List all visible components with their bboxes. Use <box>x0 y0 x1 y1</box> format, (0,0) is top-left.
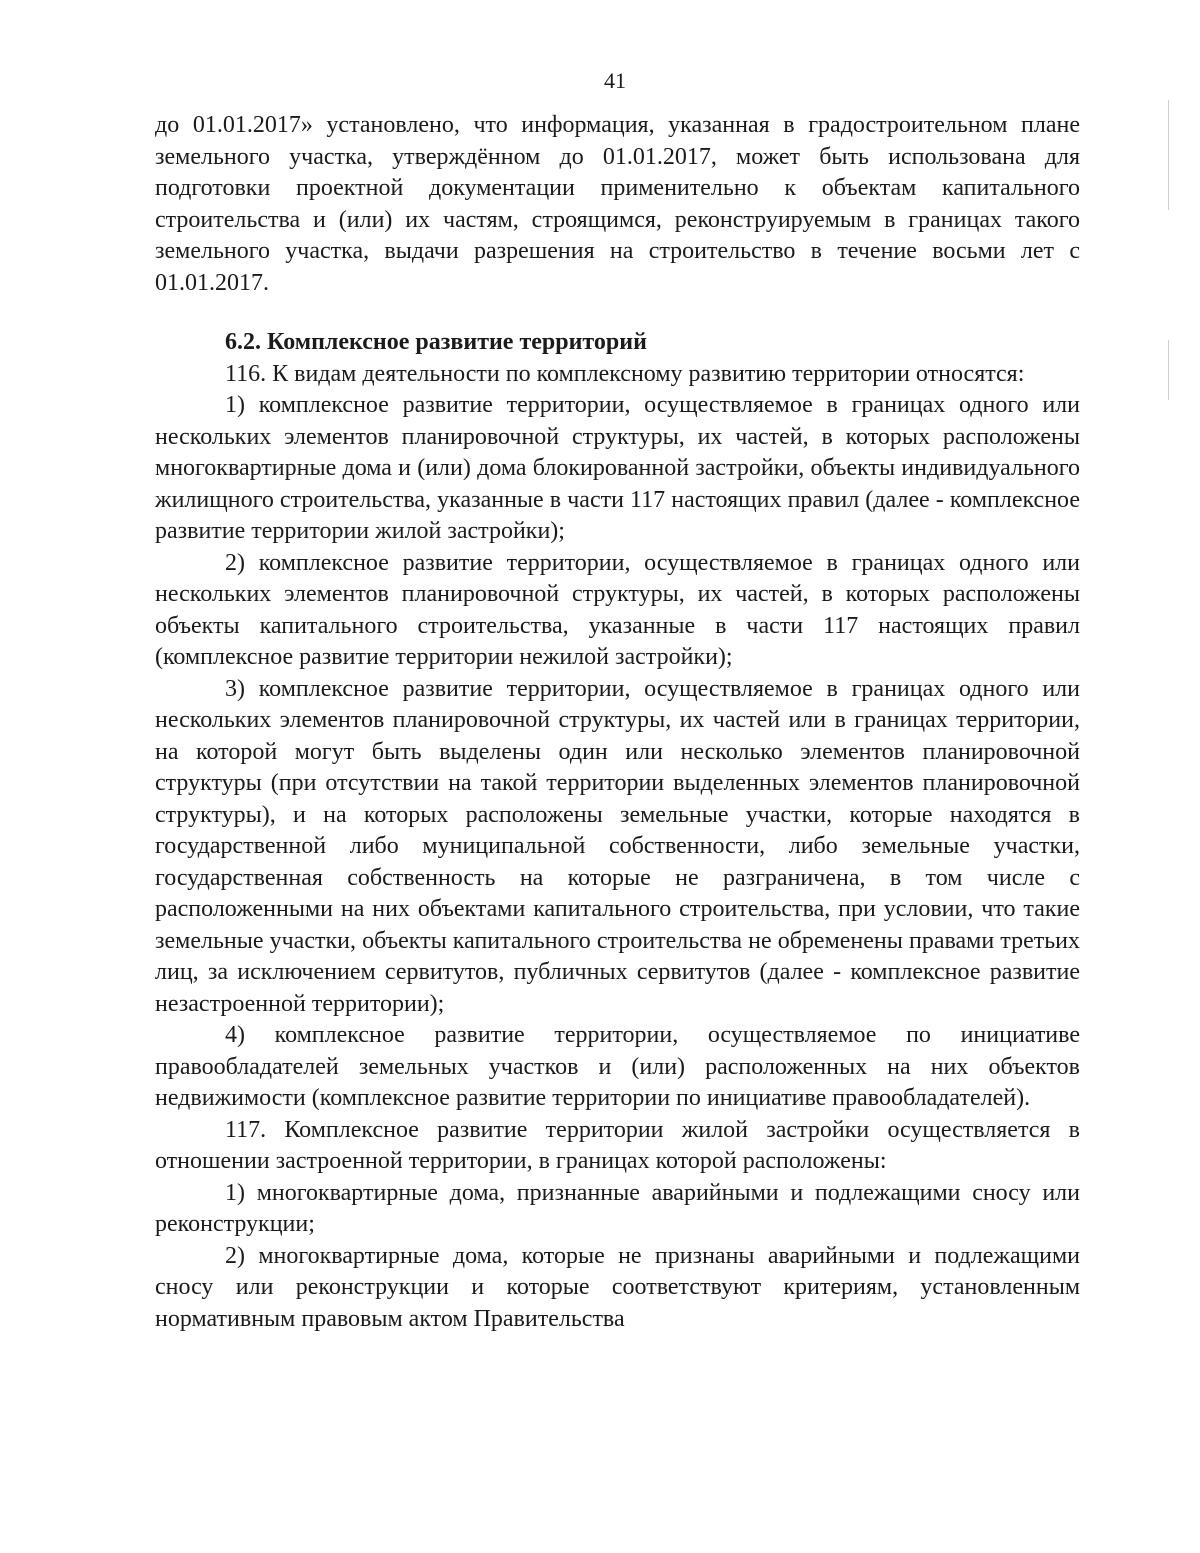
paragraph-continuation: до 01.01.2017» установлено, что информация, указанная в градостроительном плане земельного участка, утверждённом до 01.01.2017, может быть использована для подготовки проектной документации применительно к объектам капитального строительства и (или) их частям, строящимся, реконструируемым в границах такого земельного участка, выдачи разрешения на строительство в течение восьми лет с 01.01.2017. <box>155 112 1080 296</box>
list-item-117-1: 1) многоквартирные дома, признанные аварийными и подлежащими сносу или реконструкции; <box>155 1179 1080 1237</box>
page-number: 41 <box>604 68 626 93</box>
scan-edge-mark <box>1168 340 1169 400</box>
list-item-1: 1) комплексное развитие территории, осуществляемое в границах одного или нескольких элементов планировочной структуры, их частей, в которых расположены многоквартирные дома и (или) дома блокированной застройки, объекты индивидуального жилищного строительства, указанные в части 117 настоящих правил (далее - комплексное развитие территории жилой застройки); <box>155 392 1080 544</box>
list-item-2: 2) комплексное развитие территории, осуществляемое в границах одного или нескольких элементов планировочной структуры, их частей, в которых расположены объекты капитального строительства, указанные в части 117 настоящих правил (комплексное развитие территории нежилой застройки); <box>155 549 1080 670</box>
paragraph-116: 116. К видам деятельности по комплексному развитию территории относятся: <box>225 360 1025 387</box>
document-body <box>155 110 1080 1335</box>
list-item-4: 4) комплексное развитие территории, осуществляемое по инициативе правообладателей земельных участков и (или) расположенных на них объектов недвижимости (комплексное развитие территории по инициативе правообладателей). <box>155 1022 1080 1111</box>
paragraph-117: 117. Комплексное развитие территории жилой застройки осуществляется в отношении застроенной территории, в границах которой расположены: <box>155 1116 1080 1174</box>
scan-edge-mark <box>1168 100 1169 210</box>
list-item-3: 3) комплексное развитие территории, осуществляемое в границах одного или нескольких элементов планировочной структуры, их частей или в границах территории, на которой могут быть выделены один или несколько элементов планировочной структуры (при отсутствии на такой территории выделенных элементов планировочной структуры), и на которых расположены земельные участки, которые находятся в государственной либо муниципальной собственности, либо земельные участки, государственная собственность на которые не разграничена, в том числе с расположенными на них объектами капитального строительства, при условии, что такие земельные участки, объекты капитального строительства не обременены правами третьих лиц, за исключением сервитутов, публичных сервитутов (далее - комплексное развитие незастроенной территории); <box>155 675 1080 1017</box>
list-item-117-2: 2) многоквартирные дома, которые не признаны аварийными и подлежащими сносу или реконструкции и которые соответствуют критериям, установленным нормативным правовым актом Правительства <box>155 1242 1080 1332</box>
section-heading: 6.2. Комплексное развитие территорий <box>225 329 647 355</box>
